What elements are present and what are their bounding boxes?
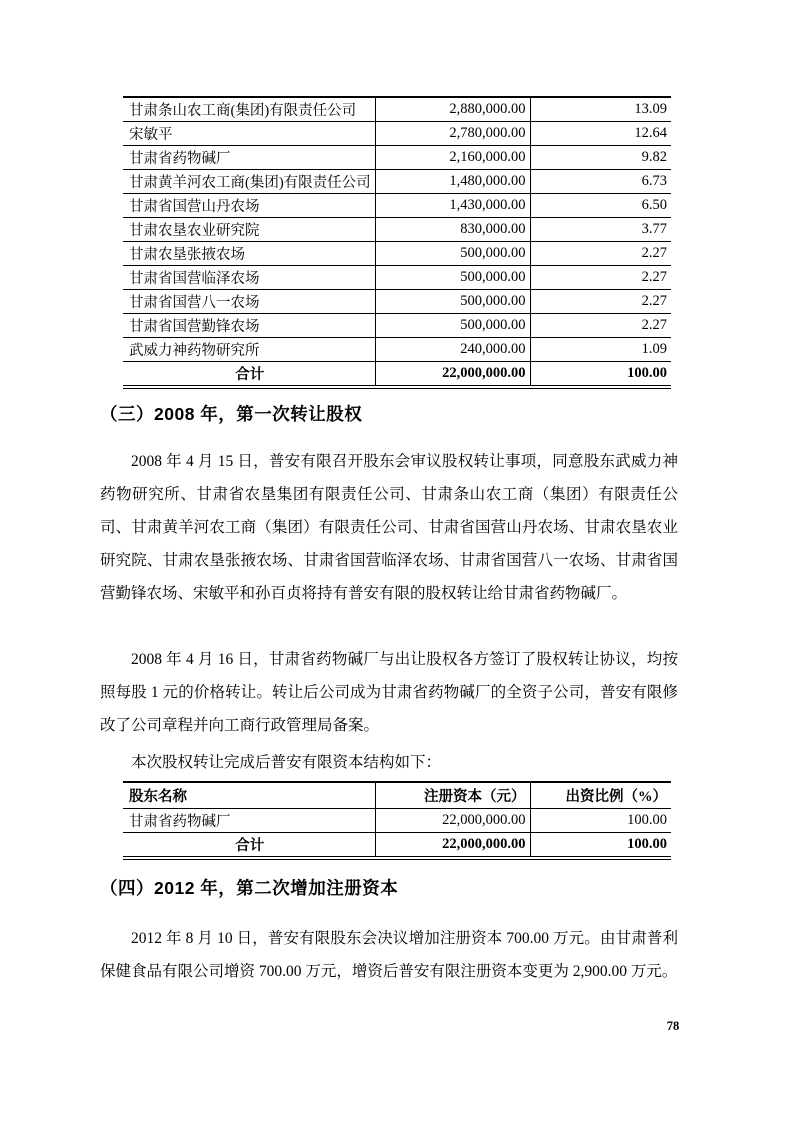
total-label: 合计 xyxy=(123,362,375,386)
table-row xyxy=(123,218,671,242)
ownership-ratio-value: 6.50 xyxy=(530,194,671,218)
table-total-row xyxy=(123,833,671,857)
total-capital-value: 22,000,000.00 xyxy=(375,833,530,857)
shareholder-name: 甘肃省药物碱厂 xyxy=(123,146,375,170)
ownership-ratio-value: 2.27 xyxy=(530,314,671,338)
shareholder-name: 甘肃省国营临泽农场 xyxy=(123,266,375,290)
table-row xyxy=(123,194,671,218)
page-number: 78 xyxy=(666,1019,680,1033)
table-row xyxy=(123,146,671,170)
total-ratio-value: 100.00 xyxy=(627,836,667,852)
registered-capital-value: 830,000.00 xyxy=(375,218,530,242)
registered-capital-value: 1,480,000.00 xyxy=(375,170,530,194)
ownership-ratio-value: 100.00 xyxy=(530,809,671,833)
table-footer xyxy=(123,833,671,857)
ownership-ratio-value: 2.27 xyxy=(530,290,671,314)
table-total-row xyxy=(123,362,671,386)
ownership-ratio-value: 3.77 xyxy=(530,218,671,242)
registered-capital-value: 500,000.00 xyxy=(375,290,530,314)
registered-capital-value: 2,880,000.00 xyxy=(375,98,530,122)
table-row xyxy=(123,242,671,266)
shareholder-name: 甘肃农垦张掖农场 xyxy=(123,242,375,266)
paragraph: 本次股权转让完成后普安有限资本结构如下： xyxy=(131,754,442,771)
shareholder-name: 武威力神药物研究所 xyxy=(123,338,375,362)
registered-capital-value: 22,000,000.00 xyxy=(375,809,530,833)
table-row xyxy=(123,338,671,362)
shareholder-name: 宋敏平 xyxy=(123,122,375,146)
registered-capital-value: 2,160,000.00 xyxy=(375,146,530,170)
paragraph: 2012 年 8 月 10 日，普安有限股东会决议增加注册资本 700.00 万元。由甘肃普利保健食品有限公司增资 700.00 万元，增资后普安有限注册资本变更为 2,900.00 万元。 xyxy=(100,930,678,980)
table-row xyxy=(123,170,671,194)
registered-capital-value: 2,780,000.00 xyxy=(375,122,530,146)
paragraph: 2008 年 4 月 16 日，甘肃省药物碱厂与出让股权各方签订了股权转让协议，均按照每股 1 元的价格转让。转让后公司成为甘肃省药物碱厂的全资子公司，普安有限修改了公司章程并向工商行政管理局备案。 xyxy=(100,651,678,734)
section-heading-3: （三）2008 年，第一次转让股权 xyxy=(100,404,363,424)
registered-capital-value: 240,000.00 xyxy=(375,338,530,362)
capital-structure-table-inner xyxy=(123,783,671,856)
ownership-ratio-value: 1.09 xyxy=(530,338,671,362)
total-capital-value: 22,000,000.00 xyxy=(375,362,530,386)
table-header xyxy=(123,783,671,809)
ownership-ratio-value: 2.27 xyxy=(530,266,671,290)
ownership-ratio-value: 12.64 xyxy=(530,122,671,146)
ownership-ratio-value: 9.82 xyxy=(530,146,671,170)
table-row xyxy=(123,122,671,146)
header-registered-capital: 注册资本（元） xyxy=(375,783,530,809)
table-row xyxy=(123,98,671,122)
ownership-ratio-value: 2.27 xyxy=(530,242,671,266)
registered-capital-value: 500,000.00 xyxy=(375,242,530,266)
total-ratio-value: 100.00 xyxy=(627,365,667,381)
shareholder-name: 甘肃省国营山丹农场 xyxy=(123,194,375,218)
registered-capital-value: 500,000.00 xyxy=(375,266,530,290)
table-row xyxy=(123,314,671,338)
header-ownership-ratio: 出资比例（%） xyxy=(530,783,671,809)
shareholder-name: 甘肃省药物碱厂 xyxy=(123,809,375,833)
table-row xyxy=(123,809,671,833)
shareholder-name: 甘肃省国营勤锋农场 xyxy=(123,314,375,338)
registered-capital-value: 1,430,000.00 xyxy=(375,194,530,218)
ownership-ratio-value: 6.73 xyxy=(530,170,671,194)
capital-structure-table xyxy=(123,781,671,860)
table-body xyxy=(123,98,671,362)
shareholder-table xyxy=(123,98,671,385)
total-label: 合计 xyxy=(123,833,375,857)
table-header-row xyxy=(123,783,671,809)
shareholder-name: 甘肃黄羊河农工商(集团)有限责任公司 xyxy=(123,170,375,194)
ownership-ratio-value: 13.09 xyxy=(530,98,671,122)
registered-capital-value: 500,000.00 xyxy=(375,314,530,338)
table-row xyxy=(123,290,671,314)
table-body xyxy=(123,809,671,833)
paragraph: 2008 年 4 月 15 日，普安有限召开股东会审议股权转让事项，同意股东武威力神药物研究所、甘肃省农垦集团有限责任公司、甘肃条山农工商（集团）有限责任公司、甘肃黄羊河农工商（集团）有限责任公司、甘肃省国营山丹农场、甘肃农垦农业研究院、甘肃农垦张掖农场、甘肃省国营临泽农场、甘肃省国营八一农场、甘肃省国营勤锋农场、宋敏平和孙百贞将持有普安有限的股权转让给甘肃省药物碱厂。 xyxy=(100,453,678,602)
table-footer xyxy=(123,362,671,386)
section-heading-4: （四）2012 年，第二次增加注册资本 xyxy=(100,878,399,898)
table-row xyxy=(123,266,671,290)
shareholder-name: 甘肃条山农工商(集团)有限责任公司 xyxy=(123,98,375,122)
shareholder-name: 甘肃农垦农业研究院 xyxy=(123,218,375,242)
shareholder-table-2005 xyxy=(123,96,671,389)
header-shareholder-name: 股东名称 xyxy=(123,783,375,809)
shareholder-name: 甘肃省国营八一农场 xyxy=(123,290,375,314)
